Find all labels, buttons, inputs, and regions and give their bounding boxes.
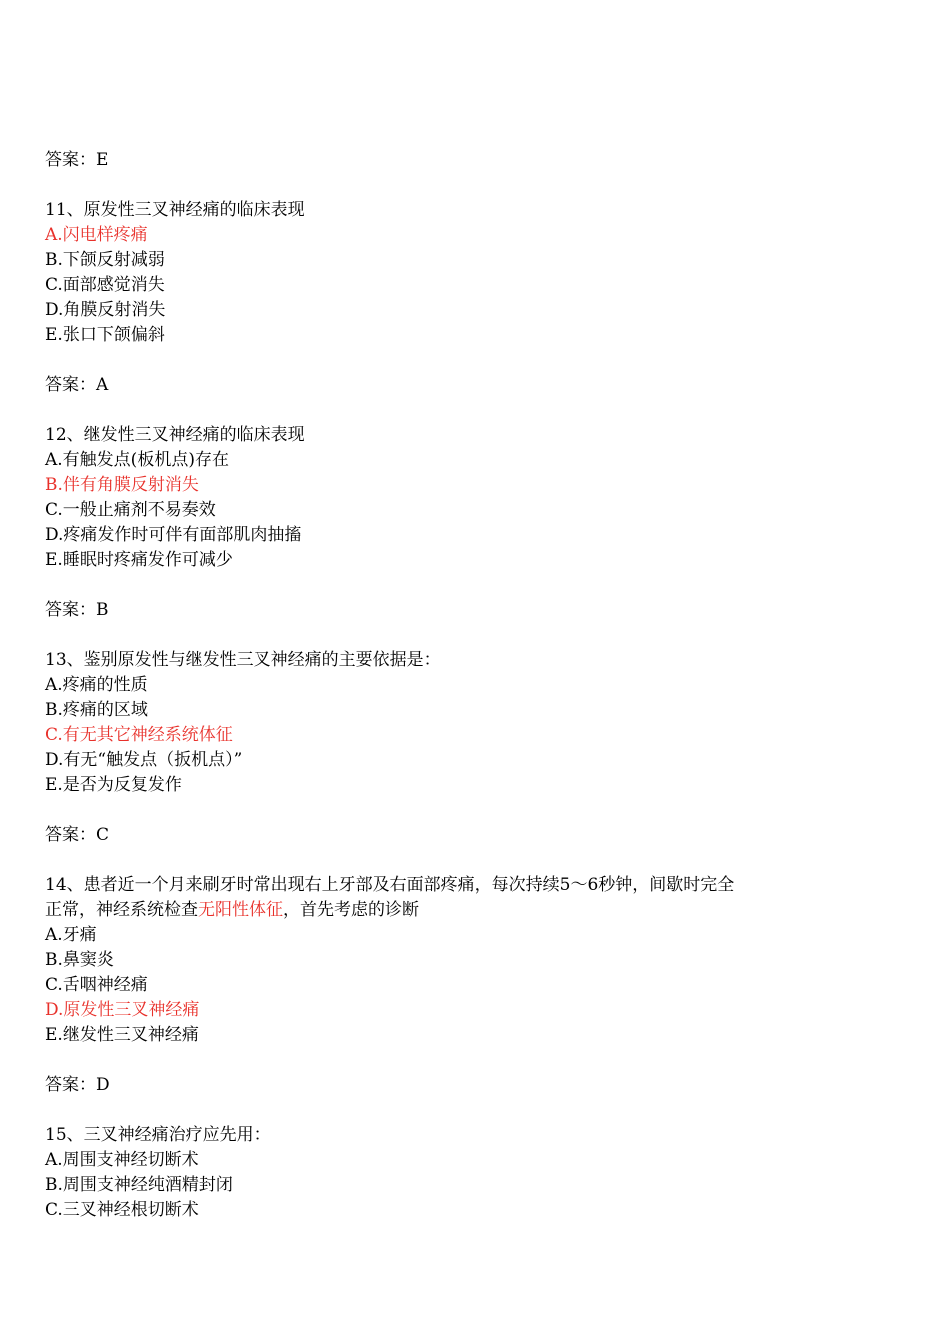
answer-line: 答案：E bbox=[45, 150, 109, 170]
question-stem: 13、鉴别原发性与继发性三叉神经痛的主要依据是： bbox=[45, 650, 441, 670]
option-d: D.疼痛发作时可伴有面部肌肉抽搐 bbox=[45, 525, 302, 545]
question-13 bbox=[45, 648, 825, 873]
option-d-correct: D.原发性三叉神经痛 bbox=[45, 1000, 200, 1020]
question-stem: 11、原发性三叉神经痛的临床表现 bbox=[45, 200, 305, 220]
option-b: B.周围支神经纯酒精封闭 bbox=[45, 1175, 233, 1195]
highlighted-phrase: 无阳性体征 bbox=[198, 900, 283, 920]
option-c: C.三叉神经根切断术 bbox=[45, 1200, 199, 1220]
answer-line: 答案：C bbox=[45, 825, 110, 845]
option-a: A.疼痛的性质 bbox=[45, 675, 148, 695]
option-b: B.下颌反射减弱 bbox=[45, 250, 165, 270]
answer-line: 答案：D bbox=[45, 1075, 110, 1095]
option-d: D.有无“触发点（扳机点）” bbox=[45, 750, 243, 770]
option-d: D.角膜反射消失 bbox=[45, 300, 166, 320]
option-a: A.有触发点(板机点)存在 bbox=[45, 450, 229, 470]
option-e: E.是否为反复发作 bbox=[45, 775, 182, 795]
answer-line: 答案：B bbox=[45, 600, 109, 620]
question-14 bbox=[45, 873, 825, 1123]
option-b: B.疼痛的区域 bbox=[45, 700, 148, 720]
answer-line: 答案：A bbox=[45, 375, 109, 395]
option-a-correct: A.闪电样疼痛 bbox=[45, 225, 148, 245]
option-e: E.张口下颌偏斜 bbox=[45, 325, 165, 345]
question-stem: 15、三叉神经痛治疗应先用： bbox=[45, 1125, 271, 1145]
option-c: C.舌咽神经痛 bbox=[45, 975, 148, 995]
question-12 bbox=[45, 423, 825, 648]
option-a: A.牙痛 bbox=[45, 925, 97, 945]
question-15 bbox=[45, 1123, 825, 1223]
option-c: C.一般止痛剂不易奏效 bbox=[45, 500, 216, 520]
option-c: C.面部感觉消失 bbox=[45, 275, 165, 295]
option-e: E.睡眠时疼痛发作可减少 bbox=[45, 550, 233, 570]
option-a: A.周围支神经切断术 bbox=[45, 1150, 199, 1170]
option-b: B.鼻窦炎 bbox=[45, 950, 114, 970]
option-c-correct: C.有无其它神经系统体征 bbox=[45, 725, 233, 745]
option-e: E.继发性三叉神经痛 bbox=[45, 1025, 199, 1045]
document-page bbox=[45, 148, 825, 1223]
question-stem-line-1: 14、患者近一个月来刷牙时常出现右上牙部及右面部疼痛，每次持续5～6秒钟，间歇时完全 bbox=[45, 875, 735, 895]
question-stem-line-2: 正常，神经系统检查无阳性体征，首先考虑的诊断 bbox=[45, 900, 419, 920]
option-b-correct: B.伴有角膜反射消失 bbox=[45, 475, 199, 495]
question-11 bbox=[45, 198, 825, 423]
question-stem: 12、继发性三叉神经痛的临床表现 bbox=[45, 425, 305, 445]
